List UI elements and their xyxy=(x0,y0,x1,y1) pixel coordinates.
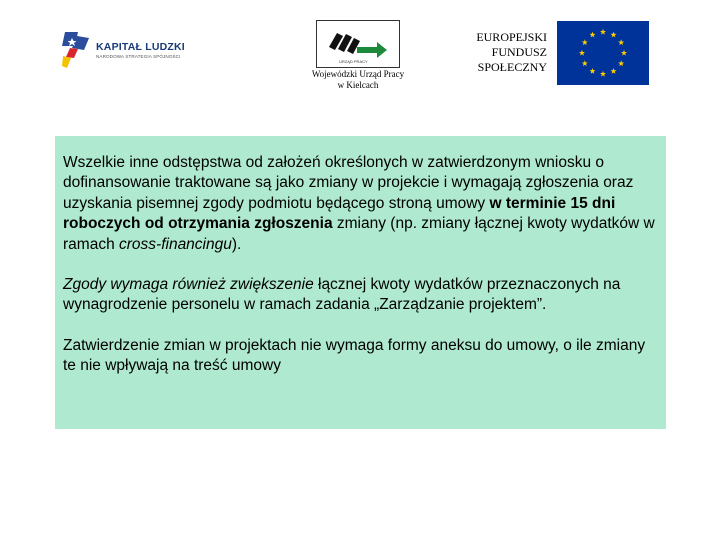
efs-line1: EUROPEJSKI xyxy=(476,30,547,44)
p1-part2: zmiany (np. zmiany łącznej kwoty wydatków w ramach xyxy=(63,215,655,253)
efs-line3: SPOŁECZNY xyxy=(477,60,547,74)
p1-part1: Wszelkie inne odstępstwa od założeń określonych w zatwierdzonym wniosku o dofinansowanie traktowane są jako zmiany w projekcie i wymagają zgłoszenia oraz uzyskania pisemnej zgody podmiotu będącego stroną umowy xyxy=(63,154,634,212)
wup-caption-line2: w Kielcach xyxy=(337,80,379,90)
paragraph-2 xyxy=(63,275,658,316)
wup-caption-line1: Wojewódzki Urząd Pracy xyxy=(311,69,405,79)
paragraph-1 xyxy=(63,153,658,255)
p1-part3: ). xyxy=(231,235,242,253)
efs-line2: FUNDUSZ xyxy=(491,45,547,59)
p2-italic: Zgody wymaga również zwiększenie xyxy=(63,276,314,294)
eu-flag-icon xyxy=(557,21,649,85)
kapital-ludzki-title: KAPITAŁ LUDZKI xyxy=(96,41,185,53)
content-box xyxy=(55,136,666,429)
p1-bold-deadline: w terminie 15 dni roboczych od otrzymania zgłoszenia xyxy=(63,194,616,233)
p2-rest: łącznej kwoty wydatków przeznaczonych na wynagrodzenie personelu w ramach zadania „Zarządzanie projektem”. xyxy=(63,276,621,314)
kapital-ludzki-logo-icon xyxy=(62,28,96,70)
efs-label xyxy=(445,30,547,75)
kapital-ludzki-subtitle: NARODOWA STRATEGIA SPÓJNOŚCI xyxy=(96,54,181,59)
p1-italic-term: cross-financingu xyxy=(119,235,232,253)
kapital-ludzki-logo xyxy=(62,28,192,70)
wup-inner-label: URZĄD PRACY xyxy=(339,59,368,64)
wup-logo xyxy=(316,20,400,68)
paragraph-3: Zatwierdzenie zmian w projektach nie wymaga formy aneksu do umowy, o ile zmiany te nie wpływają na treść umowy xyxy=(63,336,646,375)
wup-caption xyxy=(290,69,426,91)
